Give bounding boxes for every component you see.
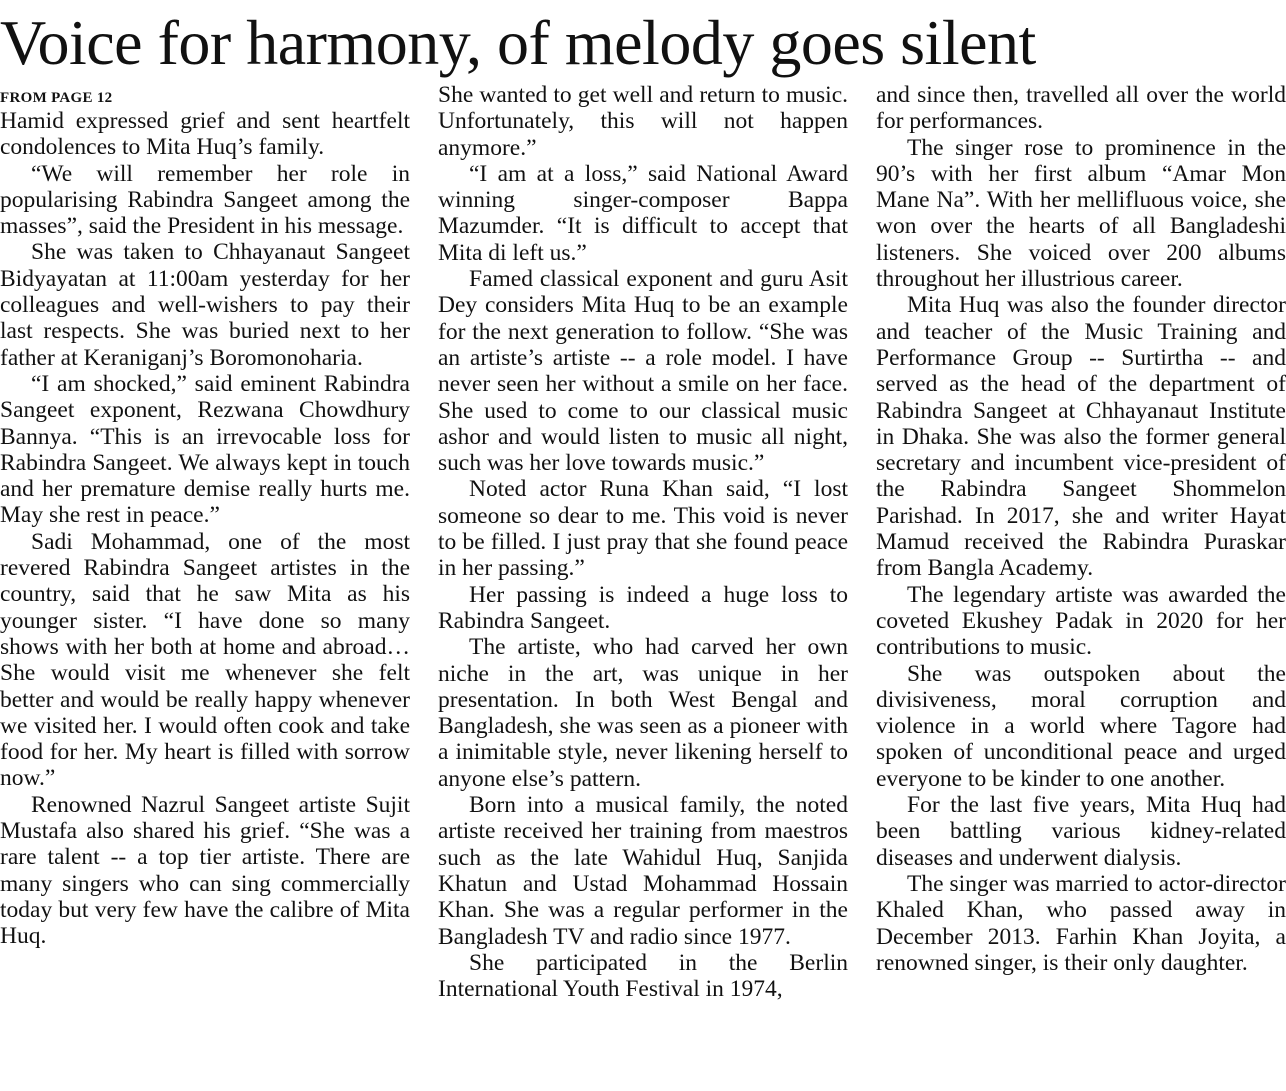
paragraph: She was outspoken about the divisiveness, moral corruption and violence in a world where Tagore had spoken of unconditional peace and urged everyone to be kinder to one another. <box>876 660 1286 792</box>
paragraph: The artiste, who had carved her own niche in the art, was unique in her presentation. In both West Bengal and Bangladesh, she was seen as a pioneer with a inimitable style, never likening herself to anyone else’s pattern. <box>438 634 848 792</box>
paragraph: Sadi Mohammad, one of the most revered Rabindra Sangeet artistes in the country, said that he saw Mita as his younger sister. “I have done so many shows with her both at home and abroad… She would visit me whenever she felt better and would be really happy whenever we visited her. I would often cook and take food for her. My heart is filled with sorrow now.” <box>0 528 410 792</box>
paragraph: For the last five years, Mita Huq had been battling various kidney-related diseases and underwent dialysis. <box>876 792 1286 871</box>
paragraph: “We will remember her role in popularising Rabindra Sangeet among the masses”, said the President in his message. <box>0 160 410 240</box>
article-column-3 <box>876 82 1286 1087</box>
paragraph: and since then, travelled all over the world for performances. <box>876 82 1286 135</box>
paragraph: Noted actor Runa Khan said, “I lost someone so dear to me. This void is never to be filled. I just pray that she found peace in her passing.” <box>438 476 848 582</box>
paragraph: The singer rose to prominence in the 90’s with her first album “Amar Mon Mane Na”. With her mellifluous voice, she won over the hearts of all Bangladeshi listeners. She voiced over 200 albums throughout her illustrious career. <box>876 134 1286 293</box>
article-column-1 <box>0 84 410 1089</box>
paragraph: She wanted to get well and return to music. Unfortunately, this will not happen anymore.” <box>438 82 848 161</box>
article-headline: Voice for harmony, of melody goes silent <box>0 7 1036 78</box>
paragraph: The legendary artiste was awarded the coveted Ekushey Padak in 2020 for her contributions to music. <box>876 581 1286 661</box>
paragraph: She was taken to Chhayanaut Sangeet Bidyayatan at 11:00am yesterday for her colleagues and well-wishers to pay their last respects. She was buried next to her father at Keraniganj’s Boromonoharia. <box>0 239 410 371</box>
paragraph: Born into a musical family, the noted artiste received her training from maestros such as the late Wahidul Huq, Sanjida Khatun and Ustad Mohammad Hossain Khan. She was a regular performer in the Bangladesh TV and radio since 1977. <box>438 792 848 950</box>
paragraph: Her passing is indeed a huge loss to Rabindra Sangeet. <box>438 581 848 634</box>
article-column-2 <box>438 82 848 1087</box>
jump-line: FROM PAGE 12 <box>0 90 113 106</box>
paragraph: Renowned Nazrul Sangeet artiste Sujit Mustafa also shared his grief. “She was a rare talent -- a top tier artiste. There are many singers who can sing commercially today but very few have the calibre of Mita Huq. <box>0 791 410 950</box>
paragraph: Famed classical exponent and guru Asit Dey considers Mita Huq to be an example for the next generation to follow. “She was an artiste’s artiste -- a role model. I have never seen her without a smile on her face. She used to come to our classical music ashor and would listen to music all night, such was her love towards music.” <box>438 266 848 477</box>
paragraph: “I am at a loss,” said National Award winning singer-composer Bappa Mazumder. “It is difficult to accept that Mita di left us.” <box>438 160 848 266</box>
paragraph: Mita Huq was also the founder director and teacher of the Music Training and Performance Group -- Surtirtha -- and served as the head of the department of Rabindra Sangeet at Chhayanaut Institute in Dhaka. She was also the former general secretary and incumbent vice-president of the Rabindra Sangeet Shommelon Parishad. In 2017, she and writer Hayat Mamud received the Rabindra Puraskar from Bangla Academy. <box>876 292 1286 582</box>
paragraph: Hamid expressed grief and sent heartfelt condolences to Mita Huq’s family. <box>0 108 410 161</box>
paragraph: “I am shocked,” said eminent Rabindra Sangeet exponent, Rezwana Chowdhury Bannya. “This is an irrevocable loss for Rabindra Sangeet. We always kept in touch and her premature demise really hurts me. May she rest in peace.” <box>0 370 410 529</box>
paragraph: She participated in the Berlin International Youth Festival in 1974, <box>438 949 848 1003</box>
paragraph: The singer was married to actor-director Khaled Khan, who passed away in December 2013. Farhin Khan Joyita, a renowned singer, is their only daughter. <box>876 870 1286 976</box>
